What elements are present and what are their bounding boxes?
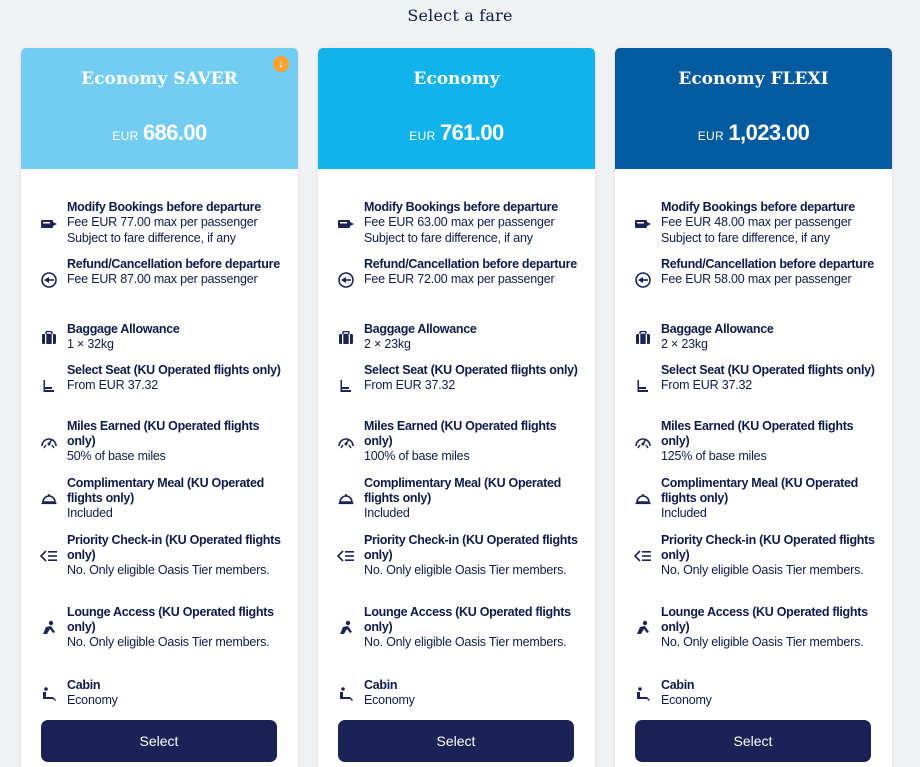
fare-price (21, 120, 298, 146)
feature-text (67, 533, 288, 579)
fare-currency: EUR (697, 129, 724, 143)
feature-detail: 2 × 23kg (661, 337, 708, 351)
feature-detail: Fee EUR 58.00 max per passenger (661, 272, 852, 286)
baggage-icon (633, 328, 653, 348)
feature-title: Priority Check-in (KU Operated flights only) (661, 533, 875, 562)
fare-name: Economy FLEXI (678, 69, 829, 89)
feature-detail: From EUR 37.32 (661, 378, 752, 392)
fare-currency: EUR (409, 129, 436, 143)
checkin-icon (336, 546, 356, 566)
refund-icon (39, 270, 59, 290)
baggage-icon (39, 328, 59, 348)
meal-icon (336, 489, 356, 509)
feature-detail: 2 × 23kg (364, 337, 411, 351)
feature-title: Priority Check-in (KU Operated flights only) (67, 533, 281, 562)
feature-text (364, 257, 585, 288)
fare-currency: EUR (112, 129, 139, 143)
feature-title: Modify Bookings before departure (661, 200, 855, 214)
feature-detail: No. Only eligible Oasis Tier members. (67, 635, 270, 649)
feature-title: Lounge Access (KU Operated flights only) (67, 605, 274, 634)
cabin-icon (633, 684, 653, 704)
feature-detail: Economy (364, 693, 415, 707)
fare-name: Economy SAVER (81, 69, 238, 89)
lounge-icon (39, 618, 59, 638)
cabin-icon (39, 684, 59, 704)
feature-title: Select Seat (KU Operated flights only) (364, 363, 578, 377)
feature-detail: Included (661, 506, 707, 520)
feature-text (364, 419, 585, 465)
miles-icon (39, 432, 59, 452)
ticket-icon (633, 213, 653, 233)
fare-card-economy[interactable] (318, 48, 595, 767)
feature-detail: No. Only eligible Oasis Tier members. (661, 635, 864, 649)
feature-text (67, 476, 288, 522)
feature-detail: Economy (67, 693, 118, 707)
feature-text (364, 678, 585, 709)
feature-title: Complimentary Meal (KU Operated flights only) (67, 476, 264, 505)
cabin-icon (336, 684, 356, 704)
feature-detail: Fee EUR 48.00 max per passenger (661, 215, 852, 229)
feature-detail: No. Only eligible Oasis Tier members. (364, 635, 567, 649)
feature-title: Miles Earned (KU Operated flights only) (67, 419, 260, 448)
refund-icon (633, 270, 653, 290)
feature-text (661, 605, 882, 651)
fare-header (318, 48, 595, 169)
feature-text (67, 363, 288, 394)
feature-text (364, 322, 585, 353)
feature-title: Cabin (67, 678, 101, 692)
feature-detail: Subject to fare difference, if any (67, 230, 236, 245)
feature-title: Select Seat (KU Operated flights only) (661, 363, 875, 377)
fare-amount: 761.00 (440, 120, 504, 145)
fare-price (318, 120, 595, 146)
feature-detail: Subject to fare difference, if any (661, 230, 830, 245)
feature-text (67, 419, 288, 465)
feature-title: Refund/Cancellation before departure (661, 257, 874, 271)
select-button[interactable]: Select (41, 720, 277, 762)
feature-title: Cabin (364, 678, 398, 692)
lounge-icon (336, 618, 356, 638)
baggage-icon (336, 328, 356, 348)
feature-text (661, 533, 882, 579)
feature-detail: Fee EUR 87.00 max per passenger (67, 272, 258, 286)
feature-title: Baggage Allowance (364, 322, 477, 336)
feature-title: Complimentary Meal (KU Operated flights only) (364, 476, 561, 505)
feature-text (364, 200, 585, 246)
feature-text (67, 257, 288, 288)
fare-card-economy-flexi[interactable] (615, 48, 892, 767)
feature-text (661, 322, 882, 353)
feature-title: Priority Check-in (KU Operated flights only) (364, 533, 578, 562)
select-button[interactable]: Select (635, 720, 871, 762)
fare-header (615, 48, 892, 169)
feature-title: Lounge Access (KU Operated flights only) (364, 605, 571, 634)
feature-title: Cabin (661, 678, 695, 692)
feature-text (661, 200, 882, 246)
feature-text (67, 200, 288, 246)
feature-detail: Included (67, 506, 113, 520)
feature-text (364, 605, 585, 651)
feature-detail: 125% of base miles (661, 449, 767, 463)
ticket-icon (336, 213, 356, 233)
feature-text (661, 678, 882, 709)
fare-price (615, 120, 892, 146)
miles-icon (336, 432, 356, 452)
feature-detail: Economy (661, 693, 712, 707)
refund-icon (336, 270, 356, 290)
feature-title: Select Seat (KU Operated flights only) (67, 363, 281, 377)
feature-detail: 100% of base miles (364, 449, 470, 463)
fare-amount: 686.00 (143, 120, 207, 145)
ticket-icon (39, 213, 59, 233)
feature-title: Miles Earned (KU Operated flights only) (661, 419, 854, 448)
feature-text (364, 363, 585, 394)
feature-text (67, 605, 288, 651)
feature-title: Miles Earned (KU Operated flights only) (364, 419, 557, 448)
miles-icon (633, 432, 653, 452)
down-arrow-icon: ↓ (273, 56, 289, 72)
feature-detail: No. Only eligible Oasis Tier members. (67, 563, 270, 577)
select-button[interactable]: Select (338, 720, 574, 762)
seat-icon (39, 376, 59, 396)
feature-text (661, 476, 882, 522)
seat-icon (633, 376, 653, 396)
feature-detail: Fee EUR 77.00 max per passenger (67, 215, 258, 229)
feature-detail: 50% of base miles (67, 449, 166, 463)
feature-detail: From EUR 37.32 (364, 378, 455, 392)
feature-detail: Included (364, 506, 410, 520)
feature-title: Refund/Cancellation before departure (364, 257, 577, 271)
checkin-icon (633, 546, 653, 566)
feature-title: Lounge Access (KU Operated flights only) (661, 605, 868, 634)
fare-name: Economy (413, 69, 500, 89)
fare-card-economy-saver[interactable] (21, 48, 298, 767)
feature-title: Baggage Allowance (67, 322, 180, 336)
feature-title: Modify Bookings before departure (67, 200, 261, 214)
fare-header (21, 48, 298, 169)
feature-detail: Fee EUR 63.00 max per passenger (364, 215, 555, 229)
feature-text (364, 476, 585, 522)
feature-detail: Fee EUR 72.00 max per passenger (364, 272, 555, 286)
seat-icon (336, 376, 356, 396)
page-title: Select a fare (407, 6, 513, 25)
feature-detail: 1 × 32kg (67, 337, 114, 351)
feature-title: Modify Bookings before departure (364, 200, 558, 214)
checkin-icon (39, 546, 59, 566)
feature-detail: Subject to fare difference, if any (364, 230, 533, 245)
feature-title: Refund/Cancellation before departure (67, 257, 280, 271)
feature-title: Complimentary Meal (KU Operated flights only) (661, 476, 858, 505)
fare-amount: 1,023.00 (728, 120, 810, 145)
feature-detail: No. Only eligible Oasis Tier members. (364, 563, 567, 577)
lounge-icon (633, 618, 653, 638)
feature-text (661, 363, 882, 394)
feature-text (661, 257, 882, 288)
meal-icon (39, 489, 59, 509)
feature-text (364, 533, 585, 579)
meal-icon (633, 489, 653, 509)
feature-detail: From EUR 37.32 (67, 378, 158, 392)
feature-title: Baggage Allowance (661, 322, 774, 336)
feature-text (67, 322, 288, 353)
feature-text (661, 419, 882, 465)
feature-detail: No. Only eligible Oasis Tier members. (661, 563, 864, 577)
feature-text (67, 678, 288, 709)
